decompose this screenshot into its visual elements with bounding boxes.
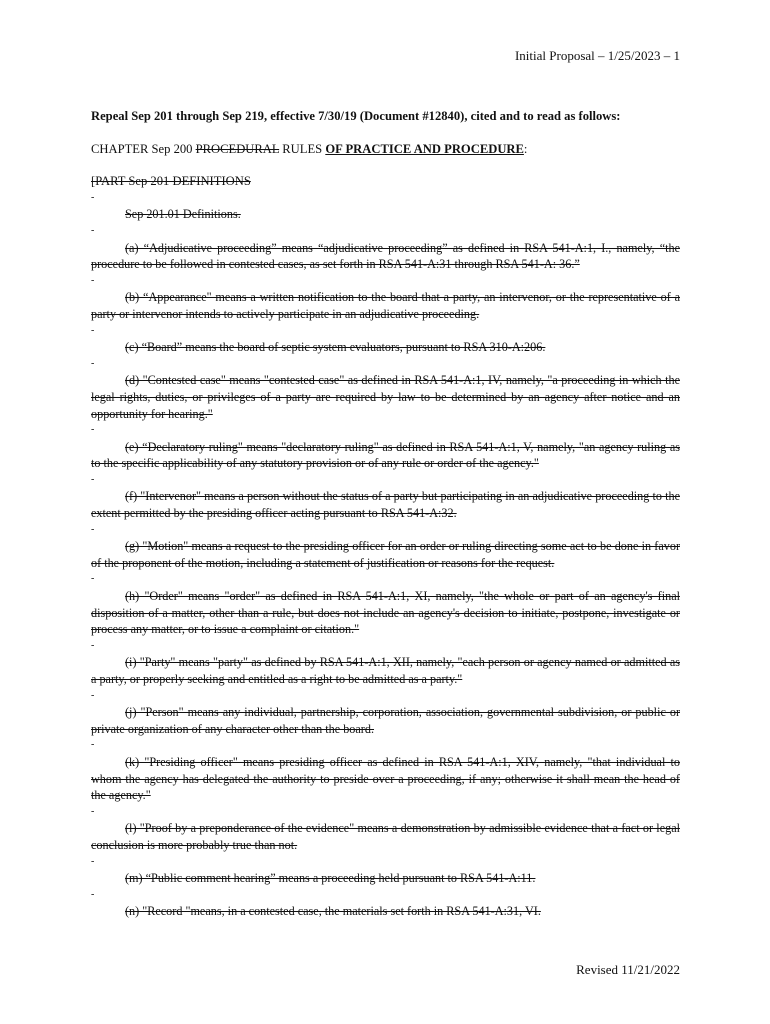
- definition-paragraph: (f) "Intervenor" means a person without the status of a party but participating in an adjudicative proceeding to the extent permitted by the presiding officer acting pursuant to RSA 541-A:32.: [91, 489, 680, 521]
- definition-paragraph: (n) "Record "means, in a contested case, the materials set forth in RSA 541-A:31, VI.: [125, 904, 541, 919]
- chapter-prefix: CHAPTER Sep 200: [91, 141, 196, 156]
- definitions-list: [91, 223, 680, 920]
- separator-dash: -: [91, 805, 95, 817]
- document-body: [91, 108, 680, 920]
- definition-paragraph: (e) “Declaratory ruling" means "declaratory ruling" as defined in RSA 541-A:1, V, namely, "an agency ruling as to the specific applicability of any statutory provision or of any rule or order of the agency.": [91, 439, 680, 471]
- separator-dash: -: [91, 573, 95, 585]
- definition-paragraph: (c) “Board” means the board of septic system evaluators, pursuant to RSA 310-A:206.: [125, 340, 546, 355]
- part-heading: [PART Sep 201 DEFINITIONS: [91, 174, 251, 189]
- separator-dash: -: [91, 473, 95, 485]
- definition-paragraph: (a) “Adjudicative proceeding” means “adjudicative proceeding” as defined in RSA 541-A:1, I., namely, “the procedure to be followed in contested cases, as set forth in RSA 541-A:31 through RSA 541-A: 36.”: [91, 240, 680, 272]
- definition-paragraph: (m) “Public comment hearing” means a proceeding held pursuant to RSA 541-A:11.: [125, 871, 536, 886]
- chapter-struck-text: PROCEDURAL: [195, 141, 280, 156]
- separator-dash: -: [91, 274, 95, 286]
- separator-dash: -: [91, 689, 95, 701]
- definition-paragraph: (j) "Person" means any individual, partnership, corporation, association, governmental subdivision, or public or private organization of any character other than the board.: [91, 705, 680, 736]
- definition-paragraph: (i) "Party" means "party" as defined by RSA 541-A:1, XII, namely, "each person or agency named or admitted as a party, or properly seeking and entitled as a right to be admitted as a party.": [91, 655, 680, 686]
- page-footer: Revised 11/21/2022: [576, 962, 680, 977]
- definition-paragraph: (d) "Contested case" means "contested case" as defined in RSA 541-A:1, IV, namely, "a proceeding in which the legal rights, duties, or privileges of a party are required by law to be determined by an agency after notice and an opportunity for hearing.": [91, 373, 680, 421]
- section-heading: Sep 201.01 Definitions.: [125, 207, 241, 222]
- separator-dash: -: [91, 224, 95, 236]
- chapter-middle: RULES: [279, 141, 326, 156]
- separator-dash: -: [91, 739, 95, 751]
- separator-dash: -: [91, 357, 95, 369]
- separator-dash: -: [91, 523, 95, 535]
- chapter-heading: [91, 141, 680, 158]
- separator-dash: -: [91, 324, 95, 336]
- separator-dash: -: [91, 855, 95, 867]
- separator-dash: -: [91, 888, 95, 900]
- definition-paragraph: (k) "Presiding officer" means presiding officer as defined in RSA 541-A:1, XIV, namely, "that individual to whom the agency has delegated the authority to preside over a proceeding, if any; otherwise it shall mean the head of the agency.": [91, 754, 680, 803]
- separator-dash: -: [91, 639, 95, 651]
- chapter-added-text: OF PRACTICE AND PROCEDURE: [325, 141, 524, 156]
- repeal-statement: Repeal Sep 201 through Sep 219, effective 7/30/19 (Document #12840), cited and to read as follows:: [91, 109, 621, 123]
- definition-paragraph: (g) "Motion" means a request to the presiding officer for an order or ruling directing some act to be done in favor of the proponent of the motion, including a statement of justification or reasons for the request.: [91, 539, 680, 570]
- definition-paragraph: (b) “Appearance" means a written notification to the board that a party, an intervenor, or the representative of a party or intervenor intends to actively participate in an adjudicative proceeding.: [91, 290, 680, 321]
- definition-paragraph: (l) "Proof by a preponderance of the evidence" means a demonstration by admissible evidence that a fact or legal conclusion is more probably true than not.: [91, 821, 680, 852]
- chapter-suffix: :: [523, 141, 528, 156]
- definition-paragraph: (h) "Order" means "order" as defined in RSA 541-A:1, XI, namely, "the whole or part of an agency's final disposition of a matter, other than a rule, but does not include an agency's decision to initiate, postpone, investigate or process any matter, or to issue a complaint or citation.": [91, 589, 680, 637]
- separator-dash: -: [91, 191, 95, 203]
- separator-dash: -: [91, 424, 95, 436]
- page-header: Initial Proposal – 1/25/2023 – 1: [514, 48, 680, 63]
